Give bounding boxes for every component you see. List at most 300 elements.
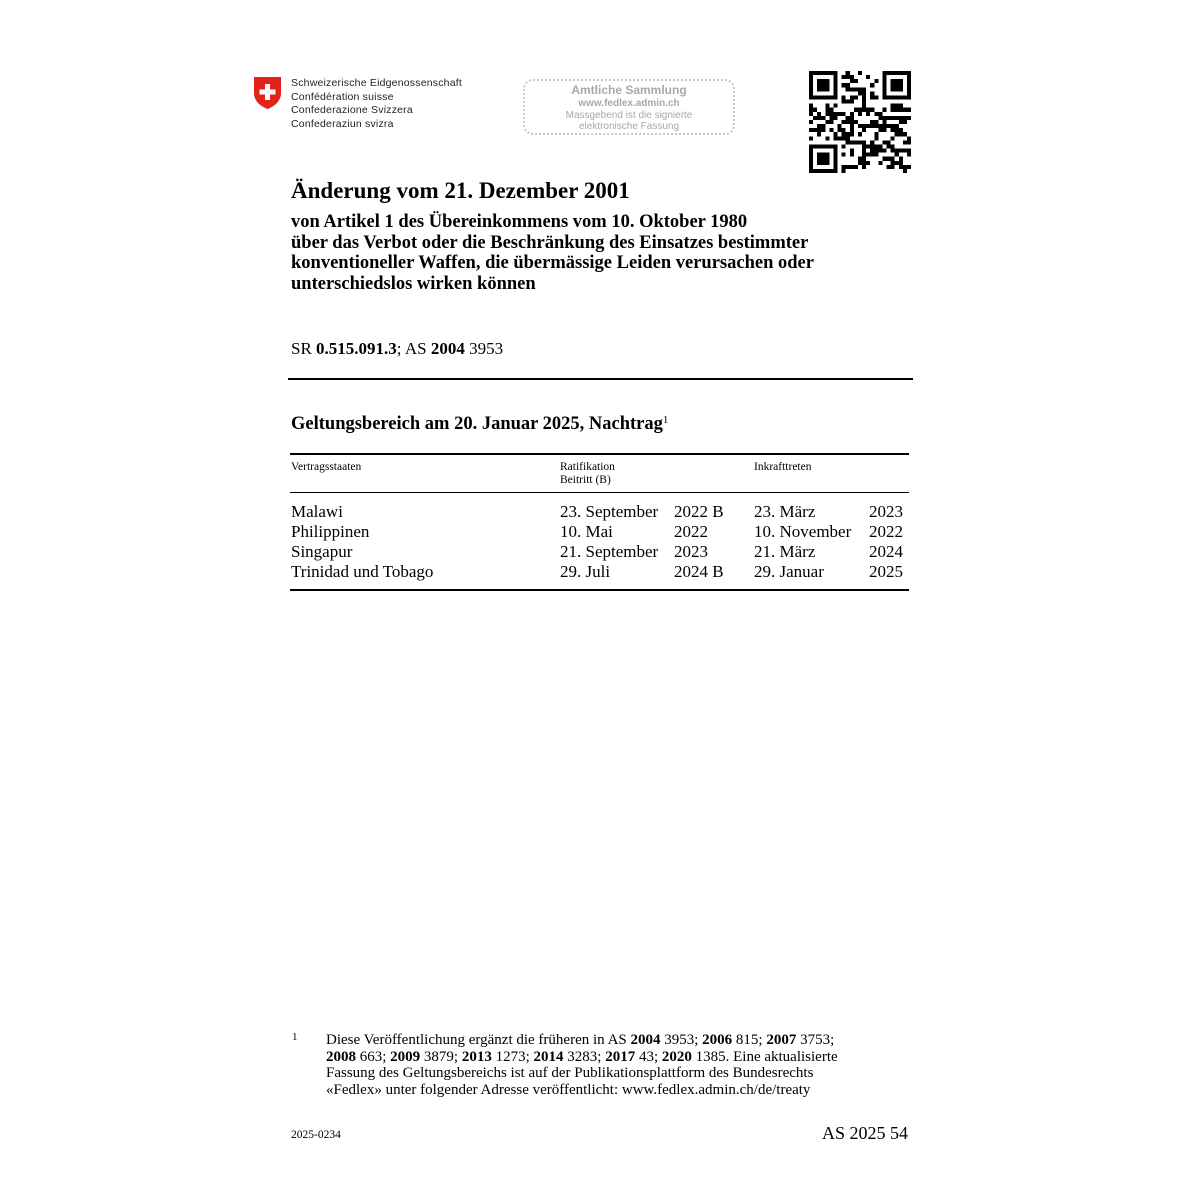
qr-module xyxy=(825,144,829,148)
qr-module xyxy=(850,100,854,104)
qr-module xyxy=(862,165,866,169)
qr-module xyxy=(833,79,837,83)
qr-module xyxy=(870,140,874,144)
qr-module xyxy=(866,144,870,148)
qr-module xyxy=(825,169,829,173)
qr-module xyxy=(887,116,891,120)
qr-module xyxy=(895,153,899,157)
qr-module xyxy=(874,124,878,128)
qr-module xyxy=(891,165,895,169)
table-top-rule xyxy=(290,453,909,455)
qr-module xyxy=(858,157,862,161)
qr-module xyxy=(850,75,854,79)
subtitle-line: von Artikel 1 des Übereinkommens vom 10. Oktober 1980 xyxy=(291,212,748,232)
qr-module xyxy=(821,169,825,173)
qr-module xyxy=(907,91,911,95)
qr-module xyxy=(907,75,911,79)
section-heading-text: Geltungsbereich am 20. Januar 2025, Nachtrag xyxy=(291,414,663,434)
qr-module xyxy=(862,161,866,165)
qr-module xyxy=(809,161,813,165)
qr-module xyxy=(842,75,846,79)
qr-module xyxy=(878,116,882,120)
qr-module xyxy=(903,169,907,173)
qr-module xyxy=(895,108,899,112)
qr-module xyxy=(907,116,911,120)
stamp-note-1: Massgebend ist die signierte xyxy=(565,110,693,121)
cell-state: Malawi xyxy=(291,502,343,521)
qr-module xyxy=(895,95,899,99)
qr-module xyxy=(825,71,829,75)
qr-module xyxy=(846,100,850,104)
title-divider xyxy=(288,378,913,380)
column-header-ratification xyxy=(560,461,615,487)
ratification-header-line: Beitritt (B) xyxy=(560,474,611,486)
qr-module xyxy=(882,75,886,79)
qr-module xyxy=(899,165,903,169)
qr-module xyxy=(833,83,837,87)
qr-module xyxy=(821,144,825,148)
qr-module xyxy=(850,120,854,124)
qr-module xyxy=(858,124,862,128)
qr-module xyxy=(833,75,837,79)
qr-module xyxy=(870,144,874,148)
qr-module xyxy=(842,112,846,116)
qr-module xyxy=(850,165,854,169)
qr-module xyxy=(895,104,899,108)
qr-module xyxy=(858,132,862,136)
qr-module xyxy=(907,87,911,91)
sr-prefix: SR xyxy=(291,339,317,358)
qr-module xyxy=(907,79,911,83)
qr-module xyxy=(842,136,846,140)
qr-module xyxy=(887,157,891,161)
qr-module xyxy=(821,157,825,161)
qr-module xyxy=(833,95,837,99)
cell-ratification-year: 2024 B xyxy=(674,562,724,581)
subtitle-line: konventioneller Waffen, die übermässige Leiden verursachen oder xyxy=(291,253,814,273)
qr-module xyxy=(882,83,886,87)
as-page: 3953 xyxy=(464,339,504,358)
cell-state: Trinidad und Tobago xyxy=(291,562,434,581)
qr-module xyxy=(809,87,813,91)
qr-module xyxy=(854,79,858,83)
qr-module xyxy=(842,132,846,136)
qr-module xyxy=(817,132,821,136)
qr-module xyxy=(870,95,874,99)
qr-module xyxy=(825,104,829,108)
qr-module xyxy=(825,87,829,91)
qr-module xyxy=(895,116,899,120)
qr-module xyxy=(809,120,813,124)
qr-module xyxy=(821,95,825,99)
qr-module xyxy=(891,83,895,87)
qr-module xyxy=(870,124,874,128)
qr-module xyxy=(891,108,895,112)
qr-module xyxy=(878,124,882,128)
qr-module xyxy=(862,157,866,161)
footnote-text xyxy=(326,1032,838,1098)
cell-eif-date: 29. Januar xyxy=(754,562,824,581)
cell-ratification-date: 23. September xyxy=(560,502,659,521)
qr-module xyxy=(891,104,895,108)
stamp-title: Amtliche Sammlung xyxy=(571,83,687,97)
qr-module xyxy=(874,144,878,148)
qr-module xyxy=(882,149,886,153)
cell-ratification-year: 2023 xyxy=(674,542,708,561)
qr-module xyxy=(887,165,891,169)
qr-module xyxy=(907,149,911,153)
qr-module xyxy=(854,95,858,99)
qr-module xyxy=(882,71,886,75)
ratification-header-line: Ratifikation xyxy=(560,461,615,473)
qr-module xyxy=(862,144,866,148)
qr-module xyxy=(870,149,874,153)
qr-module xyxy=(817,116,821,120)
qr-module xyxy=(809,153,813,157)
qr-module xyxy=(866,153,870,157)
qr-module xyxy=(813,71,817,75)
qr-module xyxy=(829,120,833,124)
qr-module xyxy=(813,128,817,132)
qr-module xyxy=(899,104,903,108)
qr-module xyxy=(874,112,878,116)
qr-module xyxy=(862,91,866,95)
qr-module xyxy=(866,124,870,128)
qr-module xyxy=(882,95,886,99)
qr-module xyxy=(870,83,874,87)
qr-module xyxy=(903,149,907,153)
qr-module xyxy=(842,95,846,99)
qr-module xyxy=(895,124,899,128)
footnote-number: 1 xyxy=(292,1031,298,1043)
subtitle-line: über das Verbot oder die Beschränkung des Einsatzes bestimmter xyxy=(291,232,809,253)
qr-module xyxy=(829,144,833,148)
qr-module xyxy=(817,95,821,99)
qr-module xyxy=(821,79,825,83)
qr-module xyxy=(891,79,895,83)
qr-module xyxy=(874,120,878,124)
qr-module xyxy=(842,83,846,87)
column-header-entry-into-force: Inkrafttreten xyxy=(754,461,812,473)
as-year: 2004 xyxy=(430,339,465,358)
qr-module xyxy=(895,83,899,87)
qr-module xyxy=(809,83,813,87)
qr-module xyxy=(842,169,846,173)
section-heading xyxy=(291,414,668,435)
qr-module xyxy=(842,128,846,132)
cell-state: Singapur xyxy=(291,542,353,561)
qr-module xyxy=(846,83,850,87)
cell-ratification-date: 29. Juli xyxy=(560,562,611,581)
qr-module xyxy=(903,140,907,144)
qr-module xyxy=(850,153,854,157)
cell-ratification-year: 2022 B xyxy=(674,502,724,521)
qr-module xyxy=(809,136,813,140)
subtitle-line: unterschiedslos wirken können xyxy=(291,273,536,294)
qr-module xyxy=(882,124,886,128)
qr-module xyxy=(887,140,891,144)
qr-module xyxy=(866,112,870,116)
qr-module xyxy=(899,157,903,161)
qr-module xyxy=(895,79,899,83)
qr-module xyxy=(882,128,886,132)
qr-module xyxy=(829,71,833,75)
qr-module xyxy=(862,100,866,104)
systematic-reference xyxy=(291,339,503,359)
qr-module xyxy=(838,128,842,132)
qr-module xyxy=(882,91,886,95)
qr-module xyxy=(850,140,854,144)
table-header-rule xyxy=(290,492,909,493)
qr-module xyxy=(891,116,895,120)
qr-module xyxy=(821,83,825,87)
qr-module xyxy=(854,87,858,91)
qr-module xyxy=(838,124,842,128)
cell-eif-year: 2022 xyxy=(869,522,903,541)
table-row xyxy=(290,522,909,542)
qr-module xyxy=(809,108,813,112)
qr-module xyxy=(907,83,911,87)
qr-module xyxy=(833,112,837,116)
qr-module xyxy=(846,75,850,79)
qr-module xyxy=(825,161,829,165)
qr-module xyxy=(882,87,886,91)
qr-module xyxy=(895,128,899,132)
qr-module xyxy=(903,120,907,124)
qr-module xyxy=(817,79,821,83)
cell-eif-year: 2025 xyxy=(869,562,903,581)
qr-module xyxy=(895,71,899,75)
qr-module xyxy=(817,161,821,165)
qr-module xyxy=(809,104,813,108)
stamp-note-2: elektronische Fassung xyxy=(578,121,680,132)
qr-module xyxy=(850,132,854,136)
qr-module xyxy=(854,140,858,144)
qr-module xyxy=(825,136,829,140)
qr-module xyxy=(891,71,895,75)
qr-module xyxy=(907,95,911,99)
table-bottom-rule xyxy=(290,589,909,591)
document-number: 2025-0234 xyxy=(291,1129,341,1141)
qr-module xyxy=(874,132,878,136)
qr-module xyxy=(862,149,866,153)
qr-module xyxy=(862,87,866,91)
qr-module xyxy=(825,112,829,116)
cell-state: Philippinen xyxy=(291,522,370,541)
cell-eif-year: 2024 xyxy=(869,542,903,561)
qr-module xyxy=(829,108,833,112)
qr-module xyxy=(821,128,825,132)
stamp-url: www.fedlex.admin.ch xyxy=(578,98,680,109)
qr-code-icon[interactable] xyxy=(809,71,911,173)
qr-module xyxy=(850,149,854,153)
qr-module xyxy=(809,169,813,173)
qr-module xyxy=(903,165,907,169)
qr-module xyxy=(907,108,911,112)
qr-module xyxy=(817,71,821,75)
qr-module xyxy=(813,116,817,120)
qr-module xyxy=(821,124,825,128)
qr-module xyxy=(833,104,837,108)
cell-eif-date: 10. November xyxy=(754,522,852,541)
qr-module xyxy=(907,165,911,169)
qr-module xyxy=(846,116,850,120)
qr-module xyxy=(862,108,866,112)
qr-module xyxy=(850,95,854,99)
table-body xyxy=(290,502,909,584)
qr-module xyxy=(858,112,862,116)
qr-module xyxy=(846,136,850,140)
cell-ratification-date: 21. September xyxy=(560,542,659,561)
qr-module xyxy=(809,75,813,79)
qr-module xyxy=(829,112,833,116)
qr-module xyxy=(907,153,911,157)
qr-module xyxy=(903,132,907,136)
official-collection-reference: AS 2025 54 xyxy=(822,1123,909,1143)
footnote-line: Diese Veröffentlichung ergänzt die früheren in AS 2004 3953; 2006 815; 2007 3753; xyxy=(326,1032,835,1048)
qr-module xyxy=(891,144,895,148)
qr-module xyxy=(862,153,866,157)
qr-module xyxy=(829,169,833,173)
qr-module xyxy=(833,161,837,165)
agency-line-fr: Confédération suisse xyxy=(291,90,394,103)
qr-module xyxy=(829,95,833,99)
qr-module xyxy=(817,128,821,132)
qr-module xyxy=(862,128,866,132)
qr-module xyxy=(878,128,882,132)
qr-module xyxy=(809,157,813,161)
qr-module xyxy=(899,71,903,75)
qr-module xyxy=(878,149,882,153)
sr-number: 0.515.091.3 xyxy=(316,339,397,358)
qr-module xyxy=(817,112,821,116)
table-row xyxy=(290,562,909,582)
qr-module xyxy=(899,120,903,124)
qr-module xyxy=(899,108,903,112)
agency-line-it: Confederazione Svizzera xyxy=(291,104,413,116)
qr-module xyxy=(878,144,882,148)
document-title: Änderung vom 21. Dezember 2001 xyxy=(291,178,630,203)
qr-module xyxy=(813,144,817,148)
footnote-reference[interactable]: 1 xyxy=(662,414,669,426)
qr-module xyxy=(846,120,850,124)
qr-module xyxy=(878,112,882,116)
qr-module xyxy=(891,87,895,91)
official-collection-stamp xyxy=(523,79,735,135)
qr-module xyxy=(842,120,846,124)
qr-module xyxy=(842,100,846,104)
cell-eif-date: 21. März xyxy=(754,542,816,561)
agency-line-rm: Confederaziun svizra xyxy=(291,117,394,130)
qr-module xyxy=(899,132,903,136)
qr-module xyxy=(874,95,878,99)
qr-module xyxy=(895,161,899,165)
qr-module xyxy=(825,79,829,83)
qr-module xyxy=(833,157,837,161)
qr-module xyxy=(882,79,886,83)
qr-module xyxy=(809,79,813,83)
qr-module xyxy=(846,71,850,75)
qr-module xyxy=(809,144,813,148)
qr-module xyxy=(903,116,907,120)
qr-module xyxy=(862,104,866,108)
qr-module xyxy=(813,95,817,99)
qr-module xyxy=(846,132,850,136)
qr-module xyxy=(817,153,821,157)
qr-module xyxy=(858,140,862,144)
qr-module xyxy=(858,108,862,112)
qr-module xyxy=(850,79,854,83)
footnote-line: Fassung des Geltungsbereichs ist auf der Publikationsplattform des Bundesrechts xyxy=(326,1065,814,1081)
qr-module xyxy=(866,75,870,79)
qr-module xyxy=(858,161,862,165)
qr-module xyxy=(833,165,837,169)
qr-module xyxy=(838,112,842,116)
qr-module xyxy=(903,95,907,99)
qr-module xyxy=(874,149,878,153)
qr-module xyxy=(870,153,874,157)
qr-module xyxy=(833,153,837,157)
swiss-coat-of-arms-icon xyxy=(253,76,282,110)
qr-module xyxy=(825,153,829,157)
qr-module xyxy=(903,71,907,75)
qr-module xyxy=(850,112,854,116)
qr-module xyxy=(907,71,911,75)
qr-module xyxy=(878,161,882,165)
qr-module xyxy=(833,116,837,120)
qr-module xyxy=(809,149,813,153)
qr-module xyxy=(899,83,903,87)
qr-module xyxy=(907,136,911,140)
qr-module xyxy=(907,140,911,144)
qr-module xyxy=(870,120,874,124)
qr-module xyxy=(895,149,899,153)
qr-module xyxy=(854,165,858,169)
qr-module xyxy=(829,128,833,132)
qr-module xyxy=(891,161,895,165)
qr-module xyxy=(809,91,813,95)
qr-module xyxy=(821,161,825,165)
qr-module xyxy=(899,161,903,165)
qr-module xyxy=(891,124,895,128)
qr-module xyxy=(833,144,837,148)
qr-module xyxy=(850,124,854,128)
footnote-line: 2008 663; 2009 3879; 2013 1273; 2014 3283; 2017 43; 2020 1385. Eine aktualisierte xyxy=(326,1048,838,1065)
footnote-line[interactable]: «Fedlex» unter folgender Adresse veröffentlicht: www.fedlex.admin.ch/de/treaty xyxy=(326,1081,811,1098)
qr-module xyxy=(895,132,899,136)
qr-module xyxy=(899,79,903,83)
table-row xyxy=(290,542,909,562)
qr-module xyxy=(833,71,837,75)
qr-module xyxy=(891,157,895,161)
qr-module xyxy=(874,136,878,140)
cell-ratification-year: 2022 xyxy=(674,522,708,541)
qr-module xyxy=(882,108,886,112)
qr-module xyxy=(809,71,813,75)
qr-module xyxy=(842,165,846,169)
qr-module xyxy=(870,108,874,112)
qr-module xyxy=(899,95,903,99)
qr-module xyxy=(825,108,829,112)
qr-module xyxy=(862,124,866,128)
qr-module xyxy=(895,87,899,91)
qr-module xyxy=(842,153,846,157)
qr-module xyxy=(829,116,833,120)
qr-module xyxy=(862,140,866,144)
qr-module xyxy=(866,108,870,112)
qr-module xyxy=(882,140,886,144)
qr-module xyxy=(887,95,891,99)
